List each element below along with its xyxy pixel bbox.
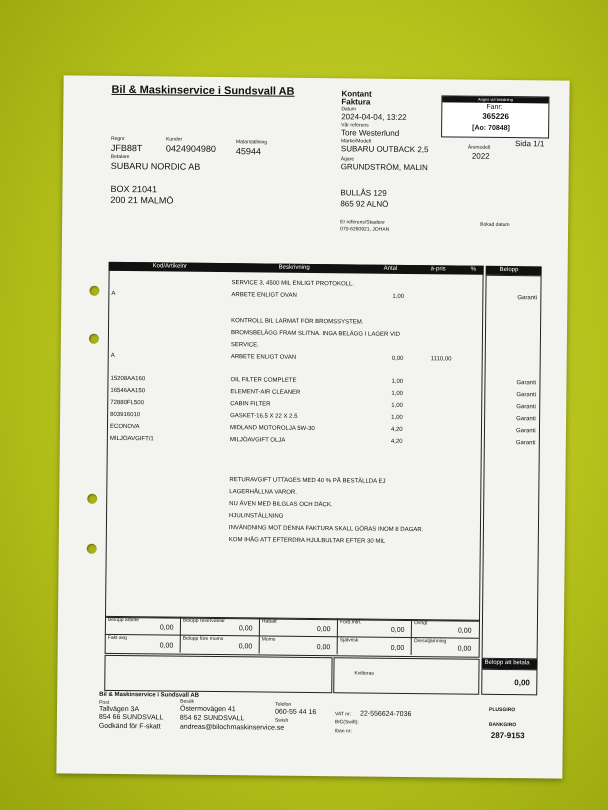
note-line: KOM IHÅG ATT EFTERDRA HJULBULTAR EFTER 30 MIL (228, 537, 386, 545)
row-antal: 1,00 (391, 378, 404, 385)
footer-company: Bil & Maskinservice i Sundsvall AB (99, 691, 200, 699)
year: 2022 (471, 151, 490, 161)
datum: 2024-04-04, 13:22 (341, 112, 407, 122)
kundnr-label: Kundnr (165, 136, 183, 143)
kundnr: 0424904980 (165, 143, 217, 154)
bic-label: BIC(Swift): (334, 719, 359, 726)
summary-label: Belopp arbete (107, 616, 140, 624)
col-kod: Kod/Artikelnr (152, 263, 188, 270)
note-line: NU ÄVEN MED BILGLAS OCH DÄCK. (229, 501, 333, 509)
row-antal: 1,00 (392, 293, 405, 300)
summary-label: Öresutjämning (413, 638, 447, 645)
summary-col-divider (259, 635, 260, 653)
ref-label: Vår referens (341, 122, 369, 129)
note-line: HJULINSTÄLLNING (229, 513, 284, 520)
summary-value: 0,00 (316, 626, 331, 634)
col-pct: % (470, 266, 477, 273)
summary-col-divider (180, 617, 181, 635)
total-box (481, 669, 537, 696)
tel: 060-55 44 16 (274, 708, 317, 717)
bankgiro-label: BANKGIRO (488, 721, 517, 729)
summary-value: 0,00 (457, 645, 472, 653)
regnr: JFB88T (110, 142, 143, 154)
row-kod: 16546AA150 (110, 387, 146, 395)
row-kod: 72880FL500 (110, 399, 144, 407)
summary-label: Självrisk (339, 637, 359, 644)
invoice-type-2: Faktura (341, 97, 371, 107)
post-line1: Tallvägen 3A (98, 705, 140, 714)
plusgiro-label: PLUSGIRO (489, 706, 516, 714)
belopp-column (482, 275, 542, 660)
row-desc: BROMSBELÄGG FRAM SLITNA. INGA BELÄGG I LAGER VID (230, 330, 401, 338)
kvittaras-label: Kvitteras (354, 670, 374, 677)
row-desc: GASKET-16.5 X 22 X 2.5 (230, 413, 298, 420)
row-kod: MILJÖAVGIFT/1 (109, 435, 154, 443)
customer-addr1: BOX 21041 (110, 183, 158, 195)
row-kod: A (111, 290, 116, 297)
col-belopp: Belopp (499, 266, 519, 274)
post-label: Post (99, 699, 110, 706)
customer-name: SUBARU NORDIC AB (110, 160, 201, 172)
row-kod: 15208AA160 (110, 375, 146, 383)
total-label: Belopp att betala (484, 659, 530, 667)
signature-box (104, 655, 332, 693)
owner-label: Ägare (340, 156, 355, 163)
invoice-paper (56, 75, 569, 778)
row-belopp: Garanti (516, 392, 537, 399)
row-belopp: Garanti (516, 416, 536, 423)
matar-label: Mätarställning (235, 139, 268, 146)
row-belopp: Garanti (516, 404, 536, 411)
punch-hole (89, 334, 99, 344)
fanr-box-header: Anges vid betalning (442, 96, 548, 103)
ao-number: [Ao: 70848] (472, 124, 510, 133)
bokad-label: Bokad datum (480, 221, 510, 229)
punch-hole (87, 494, 97, 504)
note-line: RETURAVGIFT UTTAGES MED 40 % PÅ BESTÄLLDA EJ (229, 477, 386, 485)
besok-line2: 854 62 SUNDSVALL (179, 714, 245, 723)
summary-col-divider (259, 617, 260, 635)
row-antal: 1,00 (391, 402, 403, 409)
row-desc: MILJÖAVGIFT OLJA (229, 437, 286, 444)
note-line: LAGERHÅLLNA VAROR. (229, 489, 297, 496)
row-desc: ELEMENT-AIR CLEANER (230, 389, 301, 396)
fanr-box (441, 95, 549, 138)
row-antal: 1,00 (391, 414, 403, 421)
summary-label: Belopp före moms (182, 635, 224, 643)
row-antal: 4,20 (390, 426, 403, 433)
punch-hole (89, 286, 99, 296)
customer-addr2: 200 21 MALMÖ (110, 194, 174, 206)
summary-col-divider (180, 635, 181, 653)
vat-label: VAT nr: (334, 711, 352, 718)
tel-label: Telefon (275, 701, 292, 708)
summary-value: 0,00 (457, 627, 472, 635)
summary-value: 0,00 (238, 625, 253, 633)
swish-label: Swish (274, 717, 289, 724)
summary-col-divider (411, 637, 412, 655)
page-number: Sida 1/1 (514, 139, 545, 149)
ref: Tore Westerlund (341, 128, 400, 138)
summary-label: Övrigt (413, 620, 428, 627)
row-antal: 0,00 (391, 355, 404, 362)
total-value: 0,00 (514, 678, 530, 688)
summary-label: Fakt avg (107, 634, 127, 642)
row-desc: SERVICE 3, 4500 MIL ENLIGT PROTOKOLL. (231, 280, 355, 288)
matar: 45944 (235, 146, 261, 157)
owner-addr2: 865 92 ALNÖ (340, 199, 389, 209)
summary-col-divider (337, 636, 338, 654)
row-desc: ARBETE ENLIGT OVAN (231, 292, 297, 299)
year-label: Årsmodell (467, 144, 491, 151)
vat: 22-556624-7036 (359, 710, 412, 719)
kvittaras-box (333, 657, 479, 695)
row-kod: ECONOVA (109, 423, 140, 431)
col-beskrivning: Beskrivning (278, 264, 310, 271)
summary-value: 0,00 (238, 643, 253, 651)
iban-label: Iban nr: (334, 728, 352, 735)
summary-col-divider (411, 619, 412, 637)
summary-value: 0,00 (159, 624, 174, 632)
summary-col-divider (337, 618, 338, 636)
row-belopp: Garanti (515, 440, 536, 447)
owner: GRUNDSTRÖM, MALIN (340, 162, 428, 173)
note-line: INVÄNDNING MOT DENNA FAKTURA SKALL GÖRAS INOM 8 DAGAR. (228, 525, 424, 534)
fanr-label: Fanr: (486, 103, 503, 111)
row-belopp: Garanti (517, 295, 538, 302)
summary-label: Rabatt (261, 618, 277, 625)
summary-value: 0,00 (159, 642, 174, 650)
row-desc: CABIN FILTER (230, 401, 271, 408)
summary-value: 0,00 (390, 644, 405, 652)
row-kod: A (110, 352, 115, 359)
datum-label: Datum (341, 106, 357, 113)
post-line3: Godkänd för F-skatt (98, 722, 161, 731)
besok-label: Besök (180, 698, 195, 705)
row-desc: SERVICE. (230, 342, 259, 349)
row-apris: 1110,00 (430, 356, 452, 363)
make-label: Märke/Modell (340, 138, 372, 145)
regnr-label: Regnr (110, 135, 125, 143)
row-belopp: Garanti (516, 380, 537, 387)
er-ref-label: Er referens/Skadenr (340, 219, 385, 226)
company-name: Bil & Maskinservice i Sundsvall AB (111, 83, 295, 98)
post-line2: 854 66 SUNDSVALL (98, 713, 164, 722)
summary-label: Moms (261, 636, 276, 643)
row-belopp: Garanti (515, 428, 536, 435)
besok-line1: Östermovägen 41 (180, 705, 236, 714)
fanr-value: 365226 (482, 111, 510, 122)
summary-label: Förb.mtrl. (339, 619, 362, 626)
summary-label: Belopp reservdelar (182, 617, 225, 625)
betalare-label: Betalare (110, 153, 130, 161)
row-antal: 1,00 (391, 390, 404, 397)
punch-hole (87, 544, 97, 554)
col-antal: Antal (383, 265, 398, 272)
invoice-type-1: Kontant (341, 89, 372, 99)
row-kod: 803916010 (110, 411, 141, 419)
row-antal: 4,20 (390, 438, 403, 445)
row-desc: KONTROLL BIL LARMAT FÖR BROMSSYSTEM. (231, 318, 364, 326)
bankgiro: 287-9153 (490, 730, 525, 741)
row-desc: ARBETE ENLIGT OVAN (230, 354, 297, 361)
make: SUBARU OUTBACK 2,5 (340, 144, 429, 155)
summary-value: 0,00 (390, 626, 405, 634)
total-header (481, 659, 537, 670)
col-apris: à-pris (430, 266, 446, 273)
row-desc: MIDLAND MOTOROLJA 5W-30 (229, 425, 315, 433)
er-ref: 070-6260921, JOHAN (340, 226, 390, 233)
summary-value: 0,00 (316, 644, 331, 652)
row-desc: OIL FILTER COMPLETE (230, 377, 297, 384)
owner-addr1: BULLÅS 129 (340, 188, 387, 198)
email-link[interactable]: andreas@bilochmaskinservice.se (179, 723, 285, 732)
